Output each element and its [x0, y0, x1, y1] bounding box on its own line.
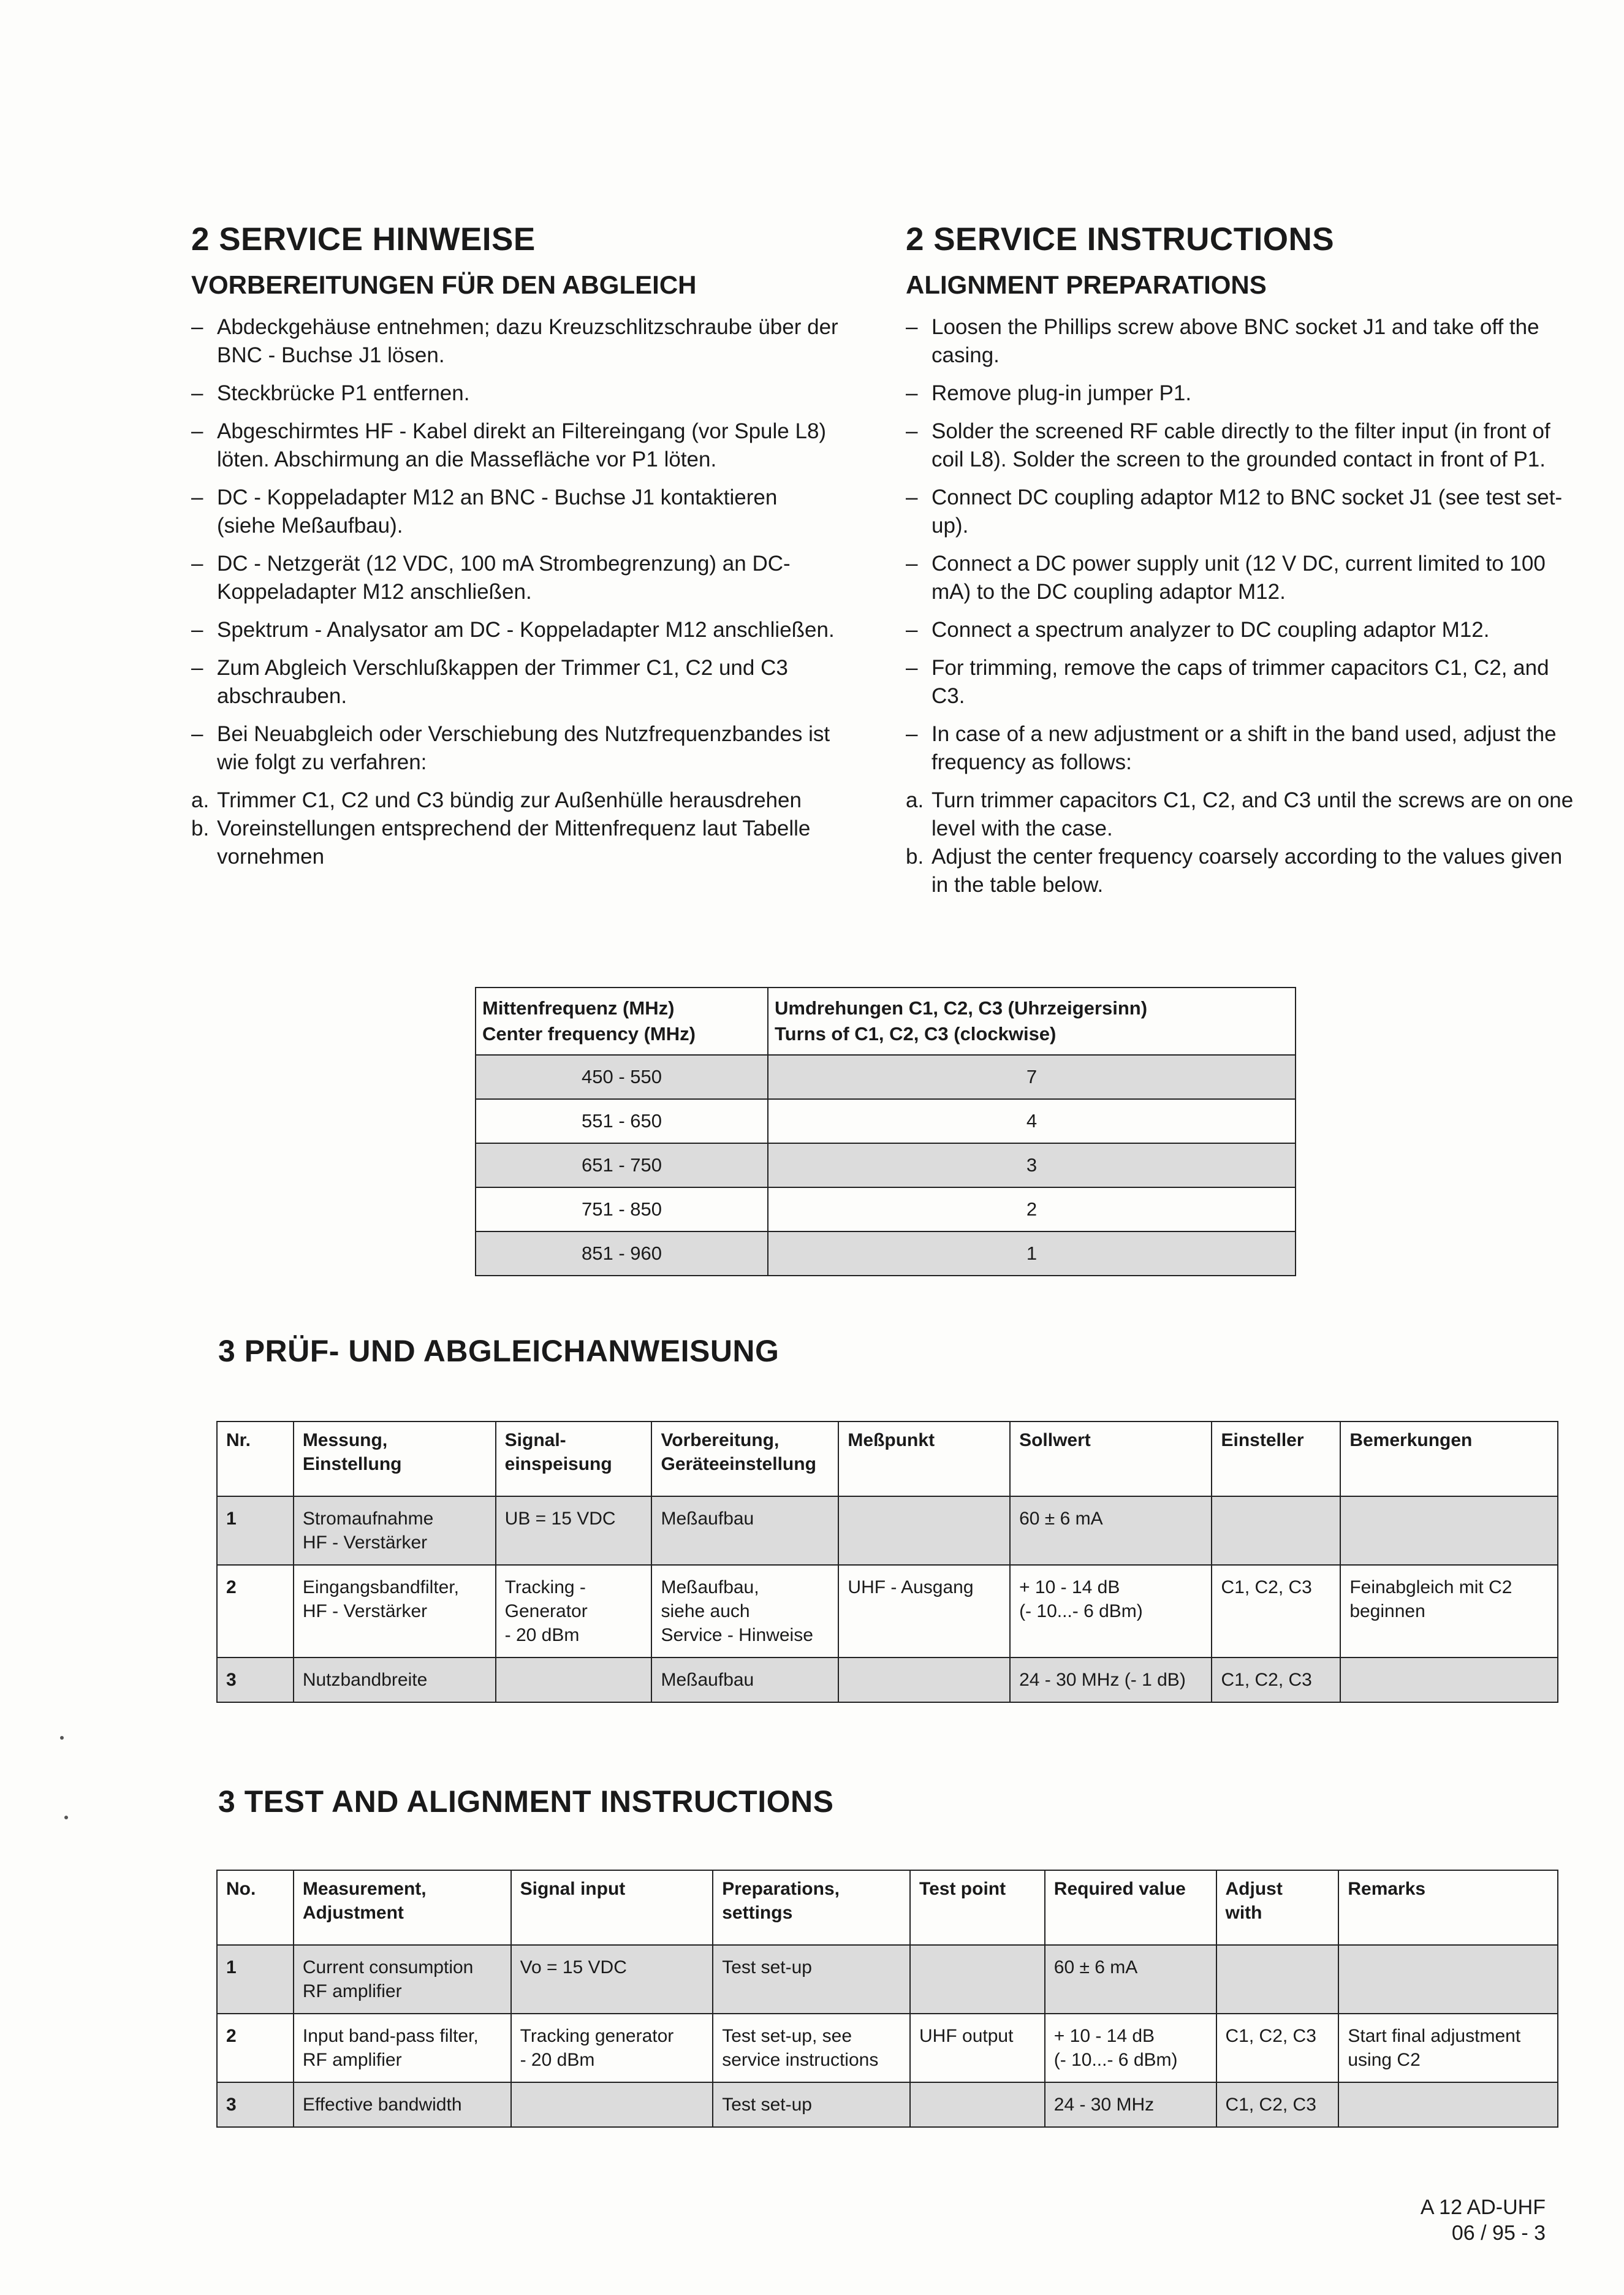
- step-item: [191, 484, 841, 540]
- step-text: Abgeschirmtes HF - Kabel direkt an Filtereingang (vor Spule L8) löten. Abschirmung an die Massefläche vor P1 löten.: [217, 419, 827, 471]
- table-row: [217, 2082, 1558, 2127]
- step-text: DC - Koppeladapter M12 an BNC - Buchse J1 kontaktieren (siehe Meßaufbau).: [217, 485, 778, 538]
- table-cell: UHF - Ausgang: [838, 1565, 1010, 1658]
- table-cell: + 10 - 14 dB (- 10...- 6 dBm): [1010, 1565, 1212, 1658]
- dash-marker: –: [906, 315, 918, 339]
- row-number-cell: 1: [217, 1945, 294, 2014]
- table-header-row: [217, 1422, 1558, 1496]
- table-cell: Tracking - Generator - 20 dBm: [496, 1565, 652, 1658]
- dash-marker: –: [191, 656, 203, 680]
- frequency-range-cell: 551 - 650: [476, 1099, 768, 1143]
- table-cell: UHF output: [910, 2014, 1045, 2082]
- column-header: Measurement, Adjustment: [294, 1870, 511, 1945]
- turns-cell: 1: [768, 1231, 1296, 1276]
- step-item: [906, 417, 1574, 474]
- row-number-cell: 3: [217, 2082, 294, 2127]
- frequency-range-cell: 851 - 960: [476, 1231, 768, 1276]
- table-cell: Current consumption RF amplifier: [294, 1945, 511, 2014]
- table-cell: [838, 1496, 1010, 1565]
- table-cell: [1338, 1945, 1558, 2014]
- dash-marker: –: [906, 552, 918, 576]
- turns-cell: 3: [768, 1143, 1296, 1187]
- dash-marker: –: [191, 618, 203, 642]
- step-text: Connect a spectrum analyzer to DC coupling adaptor M12.: [932, 618, 1490, 642]
- table-cell: 60 ± 6 mA: [1045, 1945, 1216, 2014]
- header-de: Umdrehungen C1, C2, C3 (Uhrzeigersinn): [775, 997, 1148, 1019]
- step-item: [906, 484, 1574, 540]
- model-label: A 12 AD-UHF: [1420, 2196, 1546, 2219]
- substep-list: [191, 786, 841, 871]
- column-header: Remarks: [1338, 1870, 1558, 1945]
- substep-marker: b.: [906, 845, 924, 869]
- step-text: Spektrum - Analysator am DC - Koppeladapter M12 anschließen.: [217, 618, 835, 642]
- step-text: Connect a DC power supply unit (12 V DC, current limited to 100 mA) to the DC coupling adaptor M12.: [932, 552, 1546, 604]
- column-header: Messung, Einstellung: [294, 1422, 496, 1496]
- table-row: [217, 1658, 1558, 1702]
- table-row: [217, 2014, 1558, 2082]
- scan-speck: [64, 1816, 68, 1819]
- table-cell: Stromaufnahme HF - Verstärker: [294, 1496, 496, 1565]
- substep-text: Trimmer C1, C2 und C3 bündig zur Außenhülle herausdrehen: [217, 788, 802, 812]
- table-cell: C1, C2, C3: [1212, 1565, 1340, 1658]
- table-row: [217, 1565, 1558, 1658]
- table-row: [476, 1231, 1296, 1276]
- header-de: Mittenfrequenz (MHz): [482, 997, 675, 1019]
- frequency-range-cell: 651 - 750: [476, 1143, 768, 1187]
- table-cell: [910, 2082, 1045, 2127]
- step-item: [906, 379, 1574, 408]
- step-text: Bei Neuabgleich oder Verschiebung des Nutzfrequenzbandes ist wie folgt zu verfahren:: [217, 722, 830, 774]
- table-row: [476, 1187, 1296, 1231]
- table-cell: [511, 2082, 713, 2127]
- english-instructions: [906, 221, 1574, 899]
- substep-text: Voreinstellungen entsprechend der Mittenfrequenz laut Tabelle vornehmen: [217, 816, 811, 869]
- column-header: Sollwert: [1010, 1422, 1212, 1496]
- table-row: [476, 1099, 1296, 1143]
- step-item: [191, 616, 841, 644]
- step-text: DC - Netzgerät (12 VDC, 100 mA Strombegrenzung) an DC-Koppeladapter M12 anschließen.: [217, 552, 791, 604]
- column-header: Signal- einspeisung: [496, 1422, 652, 1496]
- step-item: [906, 313, 1574, 370]
- table-header: [476, 988, 768, 1055]
- dash-marker: –: [906, 656, 918, 680]
- table-cell: UB = 15 VDC: [496, 1496, 652, 1565]
- substep-marker: b.: [191, 816, 210, 840]
- section-heading: 2 SERVICE INSTRUCTIONS: [906, 221, 1335, 257]
- frequency-turns-table: [475, 987, 1296, 1276]
- test-table-en: [216, 1870, 1558, 2128]
- substep-item: [906, 843, 1574, 899]
- table-cell: Tracking generator - 20 dBm: [511, 2014, 713, 2082]
- section-heading: 2 SERVICE HINWEISE: [191, 221, 536, 257]
- table-cell: 24 - 30 MHz (- 1 dB): [1010, 1658, 1212, 1702]
- substep-item: [191, 815, 841, 871]
- table-cell: Nutzbandbreite: [294, 1658, 496, 1702]
- table-cell: 24 - 30 MHz: [1045, 2082, 1216, 2127]
- table-cell: [1212, 1496, 1340, 1565]
- column-header: Bemerkungen: [1340, 1422, 1558, 1496]
- table-cell: 60 ± 6 mA: [1010, 1496, 1212, 1565]
- substep-marker: a.: [906, 788, 924, 812]
- table-cell: Test set-up, see service instructions: [713, 2014, 910, 2082]
- table-cell: Effective bandwidth: [294, 2082, 511, 2127]
- substep-text: Turn trimmer capacitors C1, C2, and C3 until the screws are on one level with the case.: [932, 788, 1574, 840]
- step-text: Connect DC coupling adaptor M12 to BNC socket J1 (see test set-up).: [932, 485, 1563, 538]
- table-header-row: [217, 1870, 1558, 1945]
- step-list: [191, 313, 841, 777]
- table-cell: [838, 1658, 1010, 1702]
- step-text: Loosen the Phillips screw above BNC socket J1 and take off the casing.: [932, 315, 1539, 367]
- substep-text: Adjust the center frequency coarsely according to the values given in the table below.: [932, 845, 1563, 897]
- header-en: Center frequency (MHz): [482, 1023, 696, 1045]
- step-text: For trimming, remove the caps of trimmer capacitors C1, C2, and C3.: [932, 656, 1549, 708]
- step-item: [906, 720, 1574, 777]
- step-text: Steckbrücke P1 entfernen.: [217, 381, 470, 405]
- column-header: Meßpunkt: [838, 1422, 1010, 1496]
- table-cell: Test set-up: [713, 1945, 910, 2014]
- turns-cell: 2: [768, 1187, 1296, 1231]
- subsection-heading: VORBEREITUNGEN FÜR DEN ABGLEICH: [191, 270, 697, 299]
- row-number-cell: 2: [217, 1565, 294, 1658]
- dash-marker: –: [906, 722, 918, 746]
- table-cell: C1, C2, C3: [1212, 1658, 1340, 1702]
- dash-marker: –: [191, 552, 203, 576]
- table-row: [476, 1055, 1296, 1099]
- substep-list: [906, 786, 1574, 899]
- table-cell: [1340, 1658, 1558, 1702]
- step-item: [191, 313, 841, 370]
- step-item: [191, 720, 841, 777]
- table-cell: [910, 1945, 1045, 2014]
- dash-marker: –: [191, 381, 203, 405]
- table-cell: [1338, 2082, 1558, 2127]
- table-cell: [1216, 1945, 1339, 2014]
- step-text: Remove plug-in jumper P1.: [932, 381, 1192, 405]
- scan-speck: [60, 1736, 64, 1740]
- step-item: [906, 616, 1574, 644]
- table-cell: Meßaufbau, siehe auch Service - Hinweise: [651, 1565, 838, 1658]
- table-header: [768, 988, 1296, 1055]
- dash-marker: –: [906, 618, 918, 642]
- table-cell: [496, 1658, 652, 1702]
- dash-marker: –: [906, 485, 918, 509]
- column-header: Test point: [910, 1870, 1045, 1945]
- row-number-cell: 1: [217, 1496, 294, 1565]
- page-number: 06 / 95 - 3: [1451, 2221, 1546, 2245]
- table-cell: Meßaufbau: [651, 1496, 838, 1565]
- section3-heading-de: 3 PRÜF- UND ABGLEICHANWEISUNG: [218, 1334, 780, 1368]
- step-item: [906, 550, 1574, 606]
- table-cell: Input band-pass filter, RF amplifier: [294, 2014, 511, 2082]
- step-text: Solder the screened RF cable directly to the filter input (in front of coil L8). Solder the screen to the grounded contact in front of P1.: [932, 419, 1550, 471]
- dash-marker: –: [191, 315, 203, 339]
- column-header: Preparations, settings: [713, 1870, 910, 1945]
- table-cell: C1, C2, C3: [1216, 2082, 1339, 2127]
- step-list: [906, 313, 1574, 777]
- table-cell: Vo = 15 VDC: [511, 1945, 713, 2014]
- table-cell: Start final adjustment using C2: [1338, 2014, 1558, 2082]
- table-cell: + 10 - 14 dB (- 10...- 6 dBm): [1045, 2014, 1216, 2082]
- header-en: Turns of C1, C2, C3 (clockwise): [775, 1023, 1057, 1045]
- column-header: No.: [217, 1870, 294, 1945]
- table-cell: C1, C2, C3: [1216, 2014, 1339, 2082]
- step-item: [191, 654, 841, 710]
- row-number-cell: 2: [217, 2014, 294, 2082]
- step-text: Abdeckgehäuse entnehmen; dazu Kreuzschlitzschraube über der BNC - Buchse J1 lösen.: [217, 315, 838, 367]
- table-cell: Test set-up: [713, 2082, 910, 2127]
- step-item: [191, 417, 841, 474]
- row-number-cell: 3: [217, 1658, 294, 1702]
- frequency-range-cell: 450 - 550: [476, 1055, 768, 1099]
- substep-item: [191, 786, 841, 815]
- substep-marker: a.: [191, 788, 210, 812]
- column-header: Nr.: [217, 1422, 294, 1496]
- turns-cell: 4: [768, 1099, 1296, 1143]
- page-footer: [1421, 2194, 1546, 2246]
- frequency-range-cell: 751 - 850: [476, 1187, 768, 1231]
- step-item: [906, 654, 1574, 710]
- substep-item: [906, 786, 1574, 843]
- column-header: Required value: [1045, 1870, 1216, 1945]
- column-header: Signal input: [511, 1870, 713, 1945]
- dash-marker: –: [191, 419, 203, 443]
- dash-marker: –: [906, 419, 918, 443]
- table-cell: Meßaufbau: [651, 1658, 838, 1702]
- table-cell: [1340, 1496, 1558, 1565]
- table-row: [217, 1945, 1558, 2014]
- step-text: Zum Abgleich Verschlußkappen der Trimmer C1, C2 und C3 abschrauben.: [217, 656, 788, 708]
- german-instructions: [191, 221, 841, 871]
- dash-marker: –: [191, 485, 203, 509]
- test-table-de: [216, 1421, 1558, 1703]
- subsection-heading: ALIGNMENT PREPARATIONS: [906, 270, 1267, 299]
- table-row: [476, 1143, 1296, 1187]
- column-header: Adjust with: [1216, 1870, 1339, 1945]
- dash-marker: –: [906, 381, 918, 405]
- column-header: Vorbereitung, Geräteeinstellung: [651, 1422, 838, 1496]
- column-header: Einsteller: [1212, 1422, 1340, 1496]
- turns-cell: 7: [768, 1055, 1296, 1099]
- dash-marker: –: [191, 722, 203, 746]
- table-cell: Feinabgleich mit C2 beginnen: [1340, 1565, 1558, 1658]
- step-text: In case of a new adjustment or a shift in the band used, adjust the frequency as follows:: [932, 722, 1557, 774]
- step-item: [191, 550, 841, 606]
- table-row: [217, 1496, 1558, 1565]
- step-item: [191, 379, 841, 408]
- table-cell: Eingangsbandfilter, HF - Verstärker: [294, 1565, 496, 1658]
- section3-heading-en: 3 TEST AND ALIGNMENT INSTRUCTIONS: [218, 1784, 834, 1819]
